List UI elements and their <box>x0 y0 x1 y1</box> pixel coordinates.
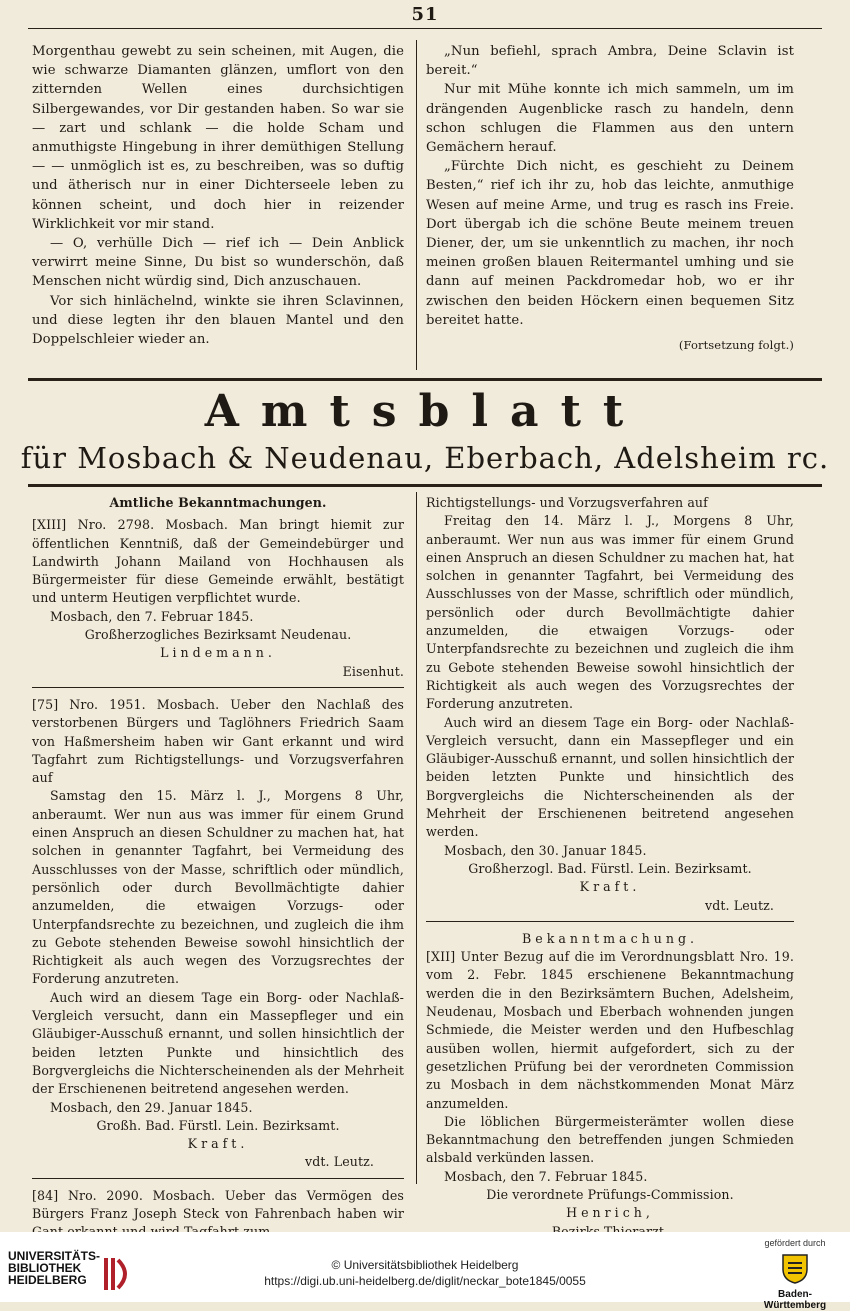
funder-badge <box>750 1238 840 1311</box>
story-paragraph: — O, verhülle Dich — rief ich — Dein Anblick verwirrt meine Sinne, Du bist so wunderschön, daß Menschen nicht würdig sind, Dich anzuschauen. <box>32 236 404 290</box>
story-left-column <box>32 42 404 349</box>
state-crest-icon <box>778 1251 812 1285</box>
notice-schmiede <box>426 930 794 1241</box>
notice-clerk: vdt. Leutz. <box>305 1154 374 1170</box>
story-paragraph: Vor sich hinlächelnd, winkte sie ihren Sclavinnen, und diese legten ihr den blauen Mantel und den Doppelschleier wieder an. <box>32 293 404 348</box>
notice-date: Mosbach, den 29. Januar 1845. <box>50 1099 253 1115</box>
notice-text: [XII] Unter Bezug auf die im Verordnungsblatt Nro. 19. vom 2. Febr. 1845 erschienene Bekanntmachung werden die in den Bezirksämtern Buchen, Adelsheim, Neudenau, Mosbach und Eberbach wohnenden jungen Schmiede, die Meister werden und den Hufbeschlag ausüben wollen, hiermit aufgefordert, sich zu der gesetzlichen Prüfung bei der verordneten Commission zu Mosbach in dem nächstkommenden Monat März anzumelden. <box>426 949 794 1111</box>
page-number: 51 <box>411 4 439 25</box>
notice-text: Richtigstellungs- und Vorzugsverfahren auf <box>426 495 708 510</box>
notice-text: [XIII] Nro. 2798. Mosbach. Man bringt hiemit zur öffentlichen Kenntniß, daß der Gemeindebürger und Landwirth Johann Mailand von Hochhausen als Bürgermeister für diese Gemeinde erwählt, bestätigt und unterm Heutigen verpflichtet wurde. <box>32 517 404 606</box>
notice-text: [84] Nro. 2090. Mosbach. Ueber das Vermögen des Bürgers Franz Joseph Steck von Fahrenbach haben wir <box>32 1187 404 1221</box>
column-divider <box>416 492 417 1184</box>
masthead-rule-top <box>28 378 822 381</box>
notice-text: Samstag den 15. März l. J., Morgens 8 Uhr, anberaumt. Wer nun aus was immer für einem Grund einen Anspruch an diesen Schuldner zu machen hat, hat solchen in genannter Tagfahrt, bei Vermeidung des Ausschlusses von der Masse, schriftlich oder mündlich, persönlich oder durch Bevollmächtigte dahier anzumelden, die etwaigen Vorzugs- oder Unterpfandsrechte zu bezeichnen, und zugleich die ihm zu Gebote stehenden Beweise sowohl hinsichtlich der Richtigkeit als auch wegen des Vorzugsrechtes der Forderung anzutreten. <box>32 788 404 987</box>
notices-right-column <box>426 494 794 1241</box>
notice-signer: Kraft. <box>579 879 641 895</box>
notice-clerk: vdt. Leutz. <box>705 897 774 913</box>
notice-signer: Henrich, <box>566 1205 654 1221</box>
notice-office: Großherzogl. Bad. Fürstl. Lein. Bezirksamt. <box>468 860 752 876</box>
notice-separator <box>32 1178 404 1179</box>
logo-line: HEIDELBERG <box>8 1273 87 1287</box>
notice-saam <box>32 696 404 1172</box>
notice-separator <box>426 921 794 922</box>
funder-name: Baden-Württemberg <box>763 1289 827 1311</box>
notice-signer: Kraft. <box>187 1136 249 1152</box>
notice-separator <box>32 687 404 688</box>
notice-text: Freitag den 14. März l. J., Morgens 8 Uhr, anberaumt. Wer nun aus was immer für einem Grund einen Anspruch an diesen Schuldner zu machen hat, hat solchen in genannter Tagfahrt, bei Vermeidung des Ausschlusses von der Masse, schriftlich oder mündlich, persönlich oder durch Bevollmächtigte dahier anzumelden, die etwaigen Vorzugs- oder Unterpfandsrechte zu bezeichnen und zugleich die ihm zu Gebote stehenden Beweise sowohl hinsichtlich der Richtigkeit als auch wegen des Vorzugsrechtes der Forderung anzutreten. <box>426 513 794 712</box>
notice-steck-continued <box>426 494 794 915</box>
notice-date: Mosbach, den 7. Februar 1845. <box>444 1168 648 1184</box>
notice-mailand <box>32 516 404 681</box>
notice-text: [75] Nro. 1951. Mosbach. Ueber den Nachlaß des verstorbenen Bürgers und Taglöhners Friedrich Saam von Haßmersheim haben wir Gant erkannt und wird Tagfahrt zum Richtigstellungs- und Vorzugsverfahren auf <box>32 696 404 786</box>
story-paragraph: „Nun befiehl, sprach Ambra, Deine Sclavin ist bereit.“ <box>426 44 794 79</box>
story-right-column <box>426 42 794 355</box>
notice-heading: Bekanntmachung. <box>521 930 699 946</box>
top-rule <box>28 28 822 29</box>
story-paragraph: Morgenthau gewebt zu sein scheinen, mit Augen, die wie schwarze Diamanten glänzen, umflort von den zitternden Wellen eines durchsichtigen Silbergewandes, vor Dir gestanden haben. So war sie — zart und schlank — die holde Scham und anmuthigste Hingebung in ihrer demüthigen Stellung — — unmöglich ist es, zu beschreiben, was so duftig und ätherisch nur in einer Dichterseele leben zu können scheint, und doch hier in reizender Wirklichkeit vor mir stand. <box>32 44 404 232</box>
notices-left-column <box>32 494 404 1242</box>
section-title: Amtliche Bekanntmachungen. <box>109 495 327 510</box>
story-paragraph: Nur mit Mühe konnte ich mich sammeln, um im drängenden Augenblicke rasch zu handeln, denn schon schlugen die Flammen aus den untern Gemächern herauf. <box>426 82 794 156</box>
masthead-title: Amtsblatt <box>204 386 646 437</box>
logo-line: UNIVERSITÄTS- <box>8 1249 101 1263</box>
masthead-rule-bottom <box>28 484 822 487</box>
notice-text: Die löblichen Bürgermeisterämter wollen diese Bekanntmachung den betreffenden jungen Schmieden alsbald verkünden lassen. <box>426 1113 794 1166</box>
funded-by-label: gefördert durch <box>764 1238 826 1248</box>
story-paragraph: „Fürchte Dich nicht, es geschieht zu Deinem Besten,“ rief ich ihr zu, hob das leichte, anmuthige Wesen auf meine Arme, und trug es rasch ins Freie. Dort übergab ich die schöne Beute meinem treuen Diener, der, um sie unkenntlich zu machen, ihr noch meinen großen blauen Reitermantel umhing und sie dann auf meinen Packdromedar hob, wo er ihr zwischen den beiden Höckern einen bequemen Sitz bereitet hatte. <box>426 159 794 328</box>
source-url-link[interactable]: https://digi.ub.uni-heidelberg.de/diglit/neckar_bote1845/0055 <box>264 1274 586 1288</box>
notice-signer: Lindemann. <box>160 645 276 661</box>
copyright-text: © Universitätsbibliothek Heidelberg <box>331 1258 519 1272</box>
notice-office: Großherzogliches Bezirksamt Neudenau. <box>84 627 352 643</box>
masthead-subtitle: für Mosbach & Neudenau, Eberbach, Adelsheim rc. <box>20 441 830 475</box>
notice-office: Großh. Bad. Fürstl. Lein. Bezirksamt. <box>96 1117 340 1133</box>
column-divider <box>416 40 417 370</box>
logo-line: BIBLIOTHEK <box>8 1261 82 1275</box>
notice-date: Mosbach, den 7. Februar 1845. <box>50 608 254 624</box>
continuation-note: (Fortsetzung folgt.) <box>678 338 794 353</box>
notice-date: Mosbach, den 30. Januar 1845. <box>444 842 647 858</box>
notice-text: Auch wird an diesem Tage ein Borg- oder Nachlaß-Vergleich versucht, dann ein Massepfleger und ein Gläubiger-Ausschuß ernannt, und sollen hinsichtlich der beiden letzten Punkte und hinsichtlich des Borgvergleichs die Nichterscheinenden als der Mehrheit der Erschienenen beitretend angesehen werden. <box>32 989 404 1097</box>
notice-text: Auch wird an diesem Tage ein Borg- oder Nachlaß-Vergleich versucht, dann ein Massepfleger und ein Gläubiger-Ausschuß ernannt, und sollen hinsichtlich der beiden letzten Punkte und hinsichtlich des Borgvergleichs die Nichterscheinenden als der Mehrheit der Erschienenen beitretend angesehen werden. <box>426 714 794 840</box>
digitization-footer <box>0 1232 850 1311</box>
notice-clerk: Eisenhut. <box>342 663 404 679</box>
notice-office: Die verordnete Prüfungs-Commission. <box>486 1186 734 1202</box>
